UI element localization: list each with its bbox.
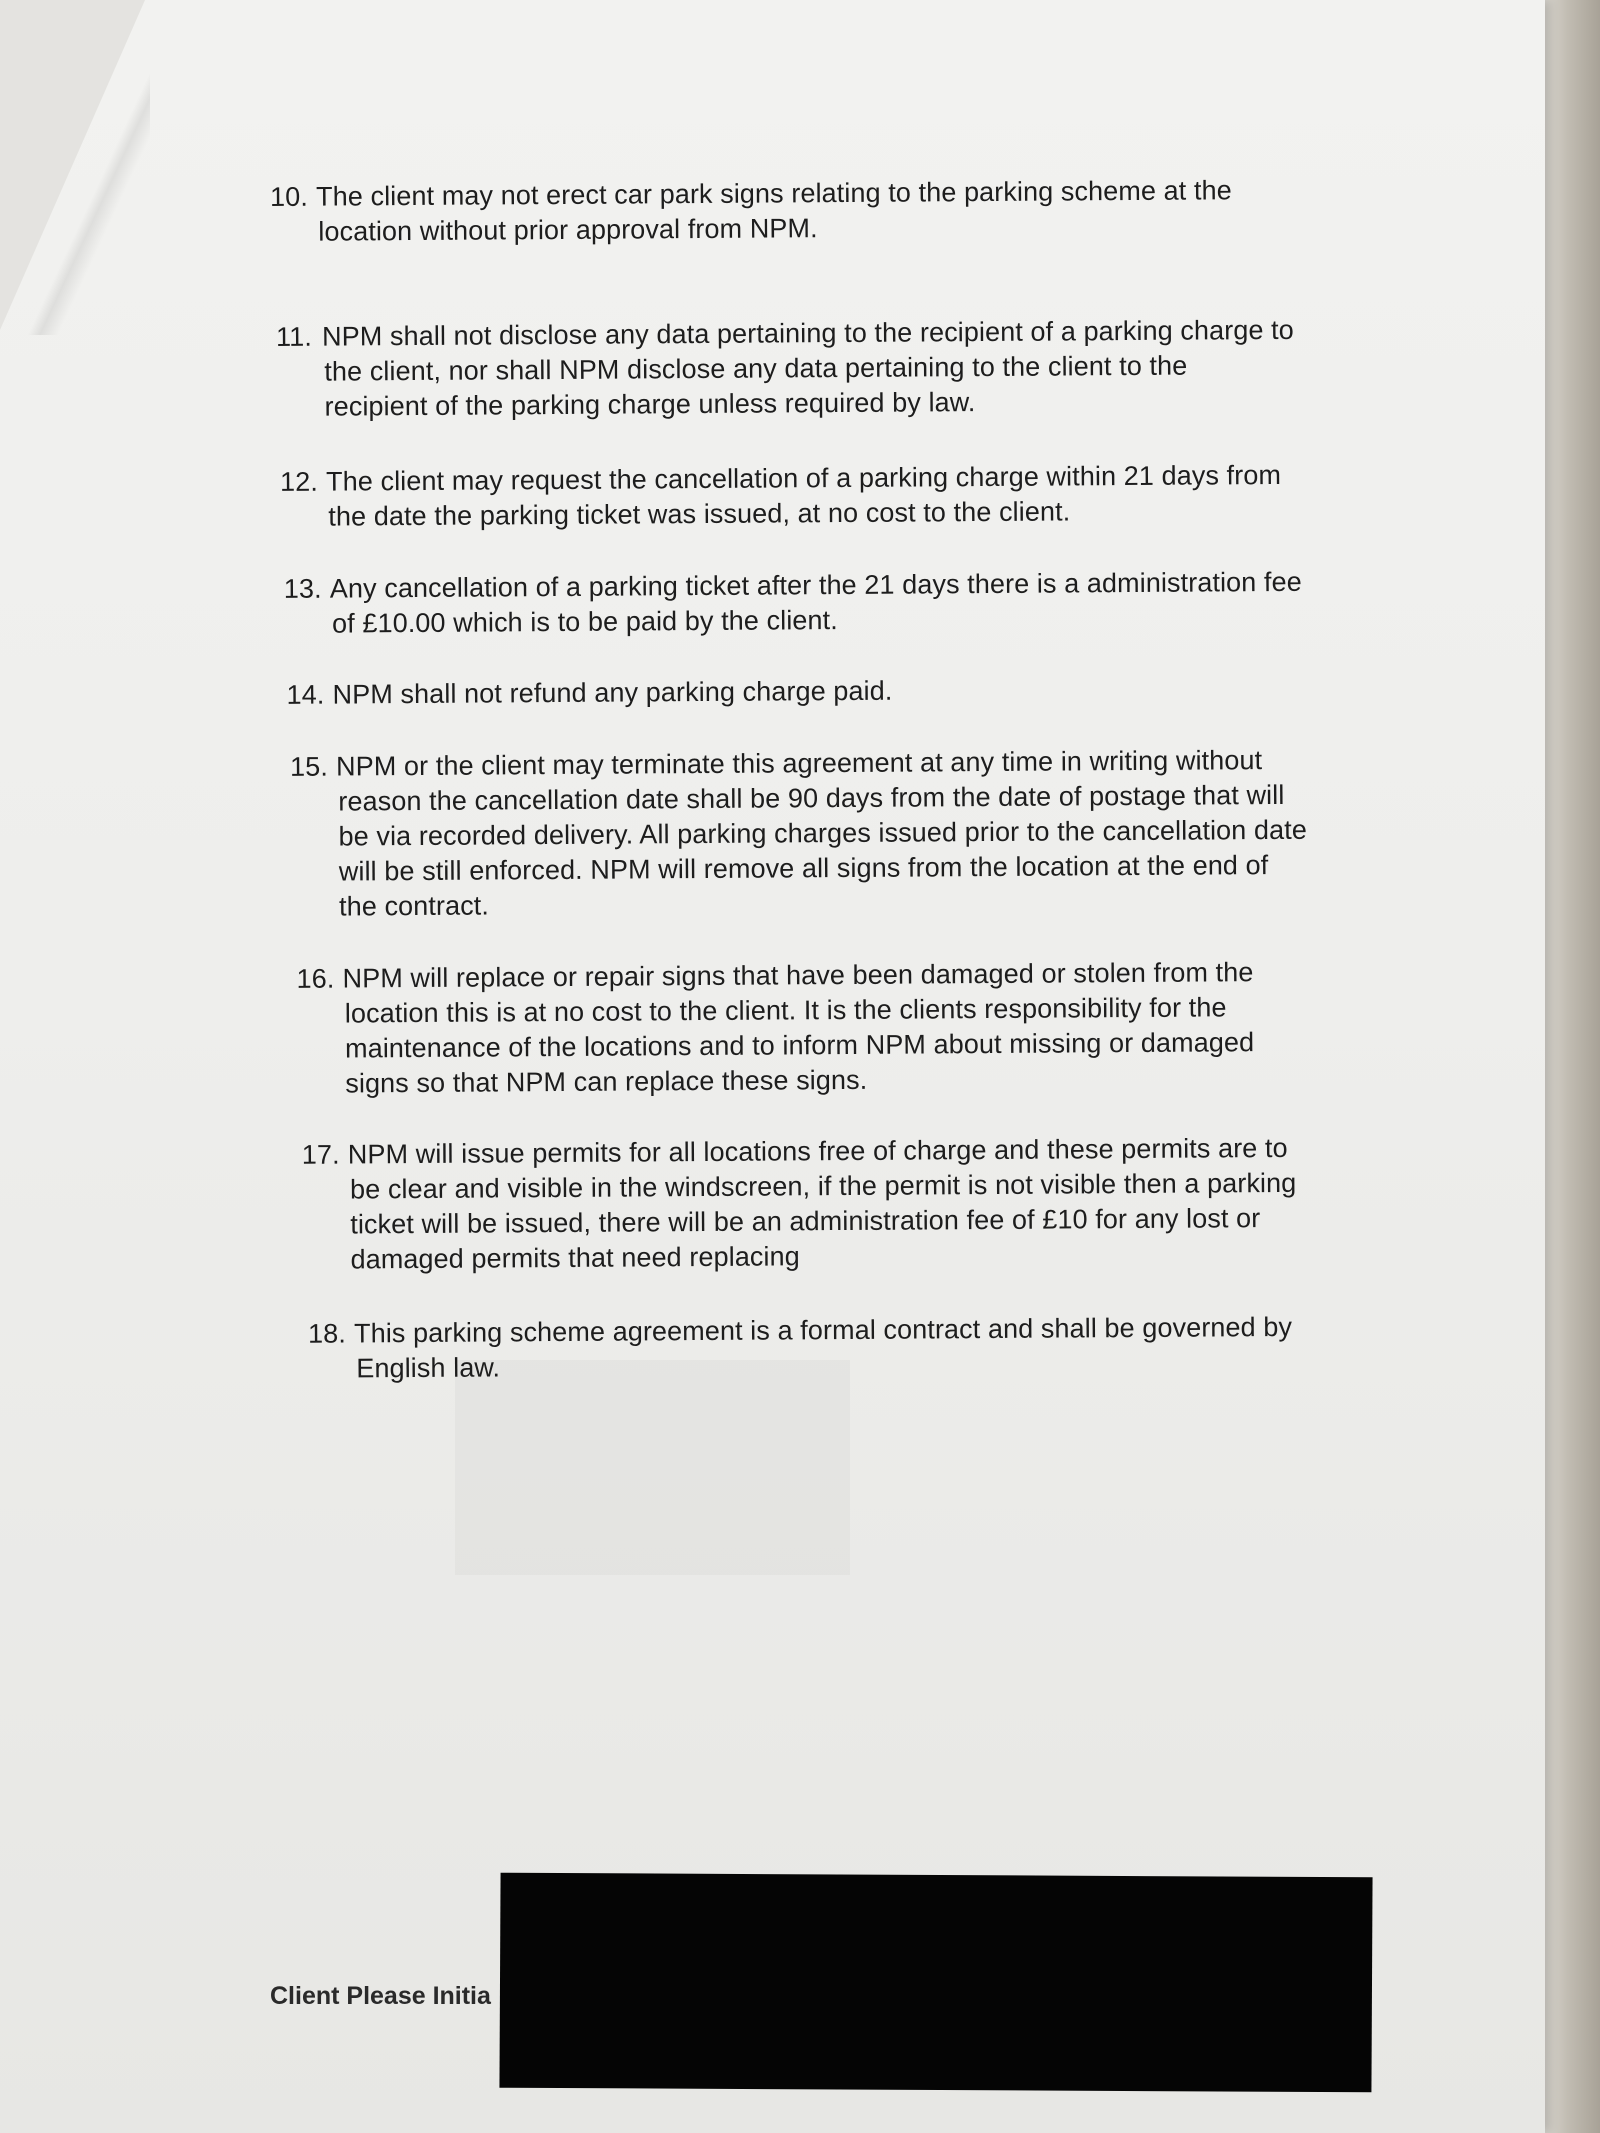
show-through-mark bbox=[455, 1360, 850, 1575]
clause-text: NPM will replace or repair signs that have been damaged or stolen from the location this is at no cost to the client. It is the clients responsibility for the maintenance of the locations and to inform NPM about missing or damaged signs so that NPM can replace these signs. bbox=[342, 957, 1255, 1099]
clause-text: NPM will issue permits for all locations free of charge and these permits are to be clear and visible in the windscreen, if the permit is not visible then a parking ticket will be issued, there will be an administration fee of £10 for any lost or damaged permits that need replacing bbox=[347, 1132, 1297, 1275]
clause-text: Any cancellation of a parking ticket after the 21 days there is a administration fee of £10.00 which is to be paid by the client. bbox=[329, 566, 1302, 639]
clause-11 bbox=[276, 313, 1297, 425]
clause-17 bbox=[302, 1131, 1323, 1278]
clause-list bbox=[270, 173, 1328, 1384]
client-initial-label: Client Please Initia bbox=[270, 1982, 491, 2010]
clause-number: 14. bbox=[286, 679, 325, 710]
clause-number: 12. bbox=[280, 466, 319, 497]
clause-16 bbox=[296, 955, 1317, 1102]
clause-13 bbox=[284, 565, 1304, 642]
redaction-box bbox=[499, 1873, 1372, 2093]
clause-10 bbox=[270, 173, 1290, 250]
clause-text: The client may request the cancellation of a parking charge within 21 days from the date the parking ticket was issued, at no cost to the client. bbox=[326, 459, 1282, 532]
clause-number: 16. bbox=[296, 963, 335, 994]
clause-text: NPM shall not disclose any data pertaining to the recipient of a parking charge to the client, nor shall NPM disclose any data pertaining to the client to the recipient of the parking charge unless required by law. bbox=[321, 314, 1294, 422]
clause-number: 18. bbox=[307, 1318, 347, 1349]
clause-18 bbox=[308, 1310, 1328, 1387]
clause-number: 17. bbox=[301, 1139, 340, 1170]
fold-shadow bbox=[0, 0, 150, 335]
clause-12 bbox=[280, 458, 1300, 535]
clause-number: 13. bbox=[283, 573, 322, 604]
clause-number: 10. bbox=[270, 181, 309, 212]
clause-text: This parking scheme agreement is a formal contract and shall be governed by English law. bbox=[353, 1311, 1293, 1384]
clause-text: NPM or the client may terminate this agreement at any time in writing without reason the cancellation date shall be 90 days from the date of postage that will be via recorded delivery. All parking charges issued prior to the cancellation date will be still enforced. NPM will remove all signs from the location at the end of the contract. bbox=[335, 745, 1308, 922]
clause-number: 15. bbox=[289, 751, 329, 782]
clause-text: NPM shall not refund any parking charge paid. bbox=[332, 675, 893, 710]
clause-14 bbox=[286, 671, 1306, 713]
clause-15 bbox=[290, 743, 1311, 925]
paper-edge bbox=[1545, 0, 1600, 2133]
clause-text: The client may not erect car park signs relating to the parking scheme at the location without prior approval from NPM. bbox=[316, 175, 1232, 247]
clause-number: 11. bbox=[275, 321, 313, 352]
